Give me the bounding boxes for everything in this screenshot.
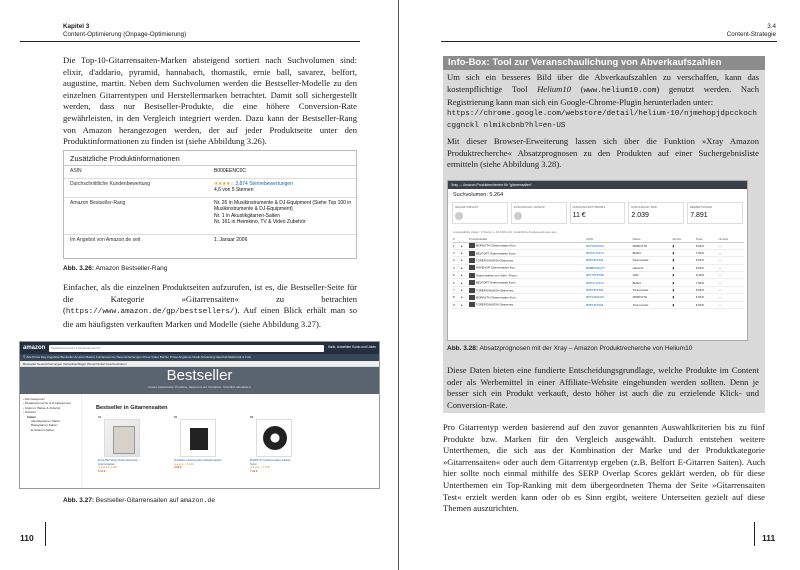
product-name[interactable]: D'Addario Gitarrensaiten Westerngitarre <box>174 459 222 463</box>
amazon-search-input[interactable]: Musikinstrumente & DJ-Equipment ▾ <box>49 345 324 352</box>
product-rating: ★★★★☆ 8.103 <box>174 462 194 466</box>
xray-table-cell: ▸ <box>460 249 468 256</box>
bestseller-main <box>82 394 379 489</box>
caption-text: Amazon Bestseller-Rang <box>95 265 168 272</box>
header-rule <box>20 41 360 42</box>
product-title: TORERO/NUEVA Gitarrensa... <box>475 258 516 263</box>
product-rank: #3 <box>250 416 253 419</box>
xray-table-cell: Toreromusic <box>632 301 672 308</box>
info-row-available-since <box>64 235 356 247</box>
xray-table-row[interactable] <box>452 264 744 271</box>
info-value <box>210 198 356 234</box>
product-name[interactable]: Ernie Ball Slinky Nickel Wound E-Gitarrensaiten <box>98 459 139 466</box>
xray-table-row[interactable] <box>452 249 744 256</box>
xray-table-cell[interactable]: B08TJPXSDL <box>585 301 631 308</box>
info-box-title: Info-Box: Tool zur Veranschaulichung von Abverkaufszahlen <box>443 56 765 70</box>
xray-selection-info: Ausgewählte Zeilen: 0 Werte 1–10 ASINs für zusätzliche Analyseoptionen aus <box>453 230 557 234</box>
caption-label: Abb. 3.28: <box>447 345 479 352</box>
folio-rule <box>45 522 46 546</box>
xray-table-cell <box>468 286 585 293</box>
product-thumbnail <box>469 302 475 307</box>
banner-title: Bestseller <box>166 367 233 384</box>
sidebar-item[interactable]: Bassgitarren-Saiten <box>31 423 58 428</box>
product-image[interactable] <box>256 419 292 457</box>
xray-table-cell: Havenör <box>632 264 672 271</box>
metric-card <box>511 202 567 224</box>
xray-table-cell[interactable]: B07S4P1D4X <box>585 294 631 301</box>
xray-table-cell: 2 <box>452 249 460 256</box>
xray-table-cell: ▮ <box>672 301 695 308</box>
product-title: BELFORT Gitarrensaiten Konz... <box>475 250 518 255</box>
xray-table-cell: ▮ <box>672 272 695 279</box>
metric-label: DURCHSCHN. BSR <box>631 205 657 209</box>
xray-table-cell[interactable]: B077DT8T5B <box>585 272 631 279</box>
amazon-sub-nav[interactable]: Bestseller Neuerscheinungen Verkaufsschlager Wunschzettel Geschenkideen <box>20 361 379 367</box>
xray-table-cell: ▮ <box>672 242 695 249</box>
xray-table-cell: MORNYTH <box>632 294 672 301</box>
info-value <box>210 179 356 197</box>
xray-table-cell[interactable]: B07DY1L5TC <box>585 279 631 286</box>
xray-table-cell: — <box>717 264 744 271</box>
left-page <box>0 0 399 570</box>
xray-table-row[interactable] <box>452 286 744 293</box>
xray-column-header[interactable]: Abrufs <box>672 236 695 242</box>
paragraph-2 <box>63 282 357 330</box>
product-thumbnail <box>469 273 475 278</box>
xray-table-cell: 6 <box>452 279 460 286</box>
metric-value: 2.039 <box>631 212 649 219</box>
xray-table-cell: 5,99 € <box>695 242 718 249</box>
xray-results-table <box>452 236 744 309</box>
product-thumbnail <box>469 258 475 263</box>
info-row-asin <box>64 166 356 179</box>
info-box-text: ) genutzt werden. Nach Registrierung kann man sich ein Google-Chrome-Plugin herunterladen unter: <box>447 83 759 108</box>
product-grid <box>90 416 371 473</box>
product-title: Gitarrensaiten von Vitlin - Premi... <box>475 273 520 278</box>
xray-table-cell: — <box>717 272 744 279</box>
xray-table-cell: ▸ <box>460 301 468 308</box>
caption-label: Abb. 3.26: <box>63 265 95 272</box>
xray-table-row[interactable] <box>452 257 744 264</box>
caption-code: amazon.de <box>180 497 216 504</box>
info-box-paragraph-2: Mit dieser Browser-Erweiterung lassen sich über die Funktion »Xray Amazon Produktrecherche« Absatzprognosen zu den Produkten auf einer Suchergebnisliste ermitteln (siehe Abbildung 3.28). <box>447 136 759 170</box>
product-rank: #2 <box>174 416 177 419</box>
sidebar-item[interactable]: ‹ Alle Kategorien <box>23 397 46 401</box>
xray-table-cell: — <box>717 301 744 308</box>
figure-caption-3-27 <box>63 497 215 505</box>
figure-caption-3-28 <box>447 345 759 353</box>
chapter-title: Content-Optimierung (Onpage-Optimierung) <box>63 31 187 38</box>
xray-table-row[interactable] <box>452 242 744 249</box>
product-thumbnail <box>469 288 475 293</box>
metric-card <box>452 202 508 224</box>
xray-table-cell: Belfort <box>632 279 672 286</box>
plugin-url: https://chrome.google.com/webstore/detail/helium-10/njmehopjdpcckochcggnckl nlmikcbnb?hl=en-US <box>447 110 757 130</box>
metric-card <box>628 202 684 224</box>
bestseller-section-title: Bestseller in Gitarrensaiten <box>96 405 168 411</box>
xray-table-cell: 5,99 € <box>695 294 718 301</box>
info-box-paragraph-3: Diese Daten bieten eine fundierte Entscheidungsgrundlage, welche Produkte im Content oder als Werbemittel in einer Affiliate-Website eingebunden werden sollten. Denn je besser sich ein Produkt verkauft, desto höher ist auch die zu erzielende Klick- und Conversion-Rate. <box>447 365 759 410</box>
caption-text: Bestseller-Gitarrensaiten auf <box>95 497 181 504</box>
product-name[interactable]: MORNYTH Gitarrensaiten Klassik Nylon <box>250 459 291 466</box>
product-price: 7,99 € <box>250 469 258 473</box>
product-rating: ★★★★☆ 2.118 <box>250 466 270 470</box>
paragraph-after-box: Pro Gitarrentyp werden basierend auf den zuvor genannten Auswahlkriterien bis zu fünf Produkte bzw. Marken für den Vergleich ausgewählt. Dadurch entstehen weitere Unterthemen, die sich aus der Kombination der Marke und der Produktkategorie »Gitarrensaiten« oder auch dem Gitarrentyp ergeben (z.B. Belfort E-Gitarren Saiten). Auch hier sollte noch einmal mithilfe des SERP Overlap Scores geklärt werden, ob für diese Unterthemen ein Top-Ranking mit dem übergeordneten Thema der Seite »Gitarrensaiten Test« erzielt werden kann oder ob es Sinn ergibt, weitere Unterseiten gezielt auf diese Themen auszurichten. <box>443 422 765 514</box>
rank-main: Nr. 26 in Musikinstrumente & DJ-Equipment (Siehe Top 100 in Musikinstrumente & DJ-Equipment) <box>214 200 352 213</box>
xray-table-cell: — <box>717 294 744 301</box>
info-box-text: Um sich ein besseres Bild über die Abverkaufszahlen zu verschaffen, kann das kostenpflichtige Tool <box>447 72 759 94</box>
metric-card <box>570 202 626 224</box>
xray-table-cell: 5,99 € <box>695 257 718 264</box>
info-box-paragraph-1 <box>447 72 759 109</box>
metric-value: 11 € <box>572 212 586 219</box>
paragraph-2-text-b: ). Auf einen Blick erhält man so die am häufigsten verkauften Marken und Modelle (siehe Abbildung 3.27). <box>63 305 357 329</box>
xray-table-cell <box>468 272 585 279</box>
xray-table-cell: ▮ <box>672 264 695 271</box>
amazon-bestseller-screenshot <box>19 341 380 489</box>
xray-screenshot <box>447 180 748 341</box>
product-title: MORNYTH Gitarrensaiten Kon... <box>475 243 518 248</box>
xray-table-cell: 6,99 € <box>695 264 718 271</box>
amazon-logo: amazon <box>23 345 46 351</box>
xray-table-cell: 9 <box>452 301 460 308</box>
xray-table-row[interactable] <box>452 301 744 308</box>
xray-table-cell: — <box>717 279 744 286</box>
search-volume-value: 5.264 <box>489 192 504 198</box>
ratings-count-link[interactable]: 3.874 Sternebewertungen <box>235 181 293 187</box>
product-rating: ★★★★★ 4.861 <box>98 466 118 470</box>
product-thumbnail <box>469 295 475 300</box>
sidebar-item[interactable]: ‹ Zubehör <box>23 410 37 415</box>
metric-card <box>687 202 743 224</box>
info-row-bestseller-rank <box>64 198 356 235</box>
product-title: TORERO/NUEVA Gitarrensa... <box>475 287 516 292</box>
xray-table-cell: 8 <box>452 294 460 301</box>
info-key: Im Angebot von Amazon.de seit <box>70 237 141 243</box>
metric-label: BEWERTUNGEN <box>690 205 713 209</box>
product-price: 5,14 € <box>98 469 106 473</box>
product-thumbnail <box>469 280 475 285</box>
xray-table-cell: Toreromusic <box>632 286 672 293</box>
xray-table-cell[interactable]: B08TJPXSDL <box>585 286 631 293</box>
xray-table-cell: ▮ <box>672 286 695 293</box>
running-head-left <box>63 23 186 39</box>
tool-name: Helium10 <box>537 83 571 94</box>
xray-table-cell: 5,99 € <box>695 301 718 308</box>
xray-column-header[interactable]: Umsatz <box>717 236 744 242</box>
folio-rule <box>754 522 755 546</box>
xray-table-cell: — <box>717 242 744 249</box>
amazon-nav-bar[interactable]: ☰ Alle Prime Day Angebote Bestseller Amazon Basics Kundenservice Neuerscheinungen Prime Video Bücher Prime Angebote Musik-Streaming Haushalt Elektronik & Foto <box>20 354 379 361</box>
rank-sub-1: Nr. 1 in Akustikgitarren-Saiten <box>214 212 280 219</box>
product-thumbnail <box>469 251 475 256</box>
xray-table-cell: ▮ <box>672 249 695 256</box>
lock-icon <box>514 212 522 220</box>
rank-sub-2: Nr. 161 in Heimkino, TV & Video Zubehör <box>214 219 306 226</box>
banner-subtitle: Unsere beliebtesten Produkte, basierend auf Verkäufen. Stündlich aktualisiert. <box>147 385 252 389</box>
search-volume <box>448 189 747 200</box>
xray-table-cell: 7,99 € <box>695 279 718 286</box>
amazon-header <box>20 342 379 354</box>
xray-table-cell: ▸ <box>460 294 468 301</box>
xray-table-cell: 4 <box>452 264 460 271</box>
figure-caption-3-26 <box>63 265 167 273</box>
info-value: 1. Januar 2006 <box>214 237 248 243</box>
page-number-left: 110 <box>20 533 34 543</box>
xray-table-cell: 6,49 € <box>695 272 718 279</box>
product-title: BELFORT Gitarrensaiten Konz... <box>475 280 518 285</box>
xray-table-row[interactable] <box>452 294 744 301</box>
section-title: Content-Strategie <box>726 31 776 38</box>
product-rank: #1 <box>98 416 101 419</box>
page-number-right: 111 <box>762 533 776 543</box>
product-card[interactable] <box>174 416 222 473</box>
xray-table-cell <box>468 301 585 308</box>
xray-title-bar: Xray — Amazon Produktrecherche für "gitarrensaiten" <box>448 181 747 189</box>
xray-table-cell: — <box>717 286 744 293</box>
sidebar-item-active[interactable]: Saiten <box>27 414 37 419</box>
xray-table-cell: Toreromusic <box>632 257 672 264</box>
product-image[interactable] <box>180 419 216 457</box>
xray-table-cell: 7 <box>452 286 460 293</box>
chapter-label: Kapitel 3 <box>63 23 90 30</box>
sidebar-item[interactable]: E-Gitarren-Saiten <box>31 427 55 432</box>
product-info-title: Zusätzliche Produktinformationen <box>64 151 356 166</box>
xray-table-cell: — <box>717 249 744 256</box>
product-thumbnail <box>469 265 475 270</box>
product-card[interactable] <box>98 416 146 473</box>
xray-table-cell: ▸ <box>460 272 468 279</box>
lock-icon <box>455 212 463 220</box>
rating-average: 4,6 von 5 Sternen <box>214 187 254 194</box>
xray-table-cell: 7,99 € <box>695 249 718 256</box>
amazon-account-menu[interactable]: Hallo, Anmelden Konto und Listen <box>327 345 376 350</box>
metric-label: DURCHSCHNITTSPREIS <box>572 205 606 209</box>
section-number: 3.4 <box>767 23 776 30</box>
xray-table-row[interactable] <box>452 279 744 286</box>
xray-table-row[interactable] <box>452 272 744 279</box>
xray-table-cell: ▸ <box>460 257 468 264</box>
bestseller-banner <box>20 367 379 394</box>
product-title: HAVENOR Gitarrensaiten Kon... <box>475 265 518 270</box>
bestseller-url: https://www.amazon.de/gp/bestsellers/ <box>65 308 235 317</box>
category-sidebar <box>20 394 82 489</box>
paragraph-2-text-a: Einfacher, als die einzelnen Produktseiten aufzurufen, ist es, die Bestseller-Seite für die Kategorie »Gitarrensaiten« zu betrachten ( <box>63 282 357 316</box>
xray-table-cell[interactable]: B08TJPXSDL <box>585 257 631 264</box>
xray-table-cell: 5 <box>452 272 460 279</box>
xray-table-cell[interactable]: B08B5CQQT7 <box>585 264 631 271</box>
product-info-table <box>63 150 357 259</box>
xray-column-header[interactable]: # <box>452 236 460 242</box>
metric-label: DURCHSCHN. UMSATZ <box>513 205 545 209</box>
helium10-url: www.helium10.com <box>583 86 657 95</box>
info-value: B000EENC0C <box>214 168 246 174</box>
info-key: Amazon Bestseller-Rang <box>70 200 126 206</box>
xray-table-cell: ▮ <box>672 294 695 301</box>
xray-table-cell: ▮ <box>672 257 695 264</box>
paragraph-1: Die Top-10-Gitarrensaiten-Marken absteigend sortiert nach Suchvolumen sind: elixir, d'addario, pyramid, hannabach, thomastik, ernie ball, savarez, belfort, augustine, martin. Neben dem Suchvolumen werden die Bestseller-Modelle zu den einzelnen Gitarrentypen und Herstellermarken betrachtet. Damit soll sichergestellt werden, dass nur Bestseller-Produkte, die eine höhere Conversion-Rate gewährleisten, in den Vergleich integriert werden. Dazu kann der Bestseller-Rang von Amazon herangezogen werden, der auf jeder Produktseite unter den Produktinformationen zu finden ist (siehe Abbildung 3.26). <box>63 55 357 147</box>
xray-table-cell <box>468 249 585 256</box>
star-rating-icon: ★★★★☆ <box>214 181 234 187</box>
xray-table-cell <box>468 264 585 271</box>
product-thumbnail <box>469 243 475 248</box>
product-price: 9,99 € <box>174 466 182 470</box>
metric-cards <box>448 200 747 226</box>
xray-table-cell[interactable]: B07DY1L5TC <box>585 249 631 256</box>
sidebar-item[interactable]: ‹ Musikinstrumente & DJ-Equipment <box>23 401 72 406</box>
metric-label: GESAMTUMSATZ <box>455 205 479 209</box>
amazon-content <box>20 394 379 489</box>
info-key: ASIN <box>70 168 82 174</box>
product-card[interactable] <box>250 416 298 473</box>
sidebar-item[interactable]: ‹ Gitarren, Bässe & Zubehör <box>23 405 61 410</box>
xray-table-cell: ▸ <box>460 286 468 293</box>
header-rule <box>441 41 777 42</box>
xray-table-cell: — <box>717 257 744 264</box>
xray-table-cell: ▸ <box>460 242 468 249</box>
product-title: MORNYTH Gitarrensaiten Kon... <box>475 295 518 300</box>
xray-table-cell: MORNYTH <box>632 242 672 249</box>
running-head-right <box>700 23 776 39</box>
xray-table-cell: 5,99 € <box>695 286 718 293</box>
search-volume-label: Suchvolumen: <box>453 192 488 198</box>
caption-text: Absatzprognosen mit der Xray – Amazon Produktrecherche von Helium10 <box>479 345 693 352</box>
xray-table-cell: ▸ <box>460 264 468 271</box>
xray-column-header[interactable]: Produktdetails <box>468 236 585 242</box>
xray-column-header[interactable]: Marke <box>632 236 672 242</box>
sidebar-item[interactable]: Akustikgitarren-Saiten <box>31 419 61 424</box>
xray-table-cell <box>468 242 585 249</box>
product-image[interactable] <box>104 419 140 457</box>
xray-table-cell: ▮ <box>672 279 695 286</box>
xray-table-cell: Belfort <box>632 249 672 256</box>
xray-table-cell: 1 <box>452 242 460 249</box>
xray-table-cell: Vitlin <box>632 272 672 279</box>
xray-table-cell <box>468 257 585 264</box>
xray-column-header[interactable]: ASIN <box>585 236 631 242</box>
info-box-text: ( <box>571 83 584 94</box>
xray-column-header[interactable]: Preis <box>695 236 718 242</box>
product-title: TORERO/NUEVA Gitarrensa... <box>475 302 516 307</box>
xray-table-cell <box>468 294 585 301</box>
xray-table-cell <box>468 279 585 286</box>
caption-label: Abb. 3.27: <box>63 497 95 504</box>
xray-table-cell: 3 <box>452 257 460 264</box>
info-row-rating <box>64 179 356 198</box>
xray-table-cell[interactable]: B07S4P1D4X <box>585 242 631 249</box>
info-key: Durchschnittliche Kundenbewertung <box>70 181 151 187</box>
xray-table-cell: ▸ <box>460 279 468 286</box>
metric-value: 7.891 <box>690 212 708 219</box>
